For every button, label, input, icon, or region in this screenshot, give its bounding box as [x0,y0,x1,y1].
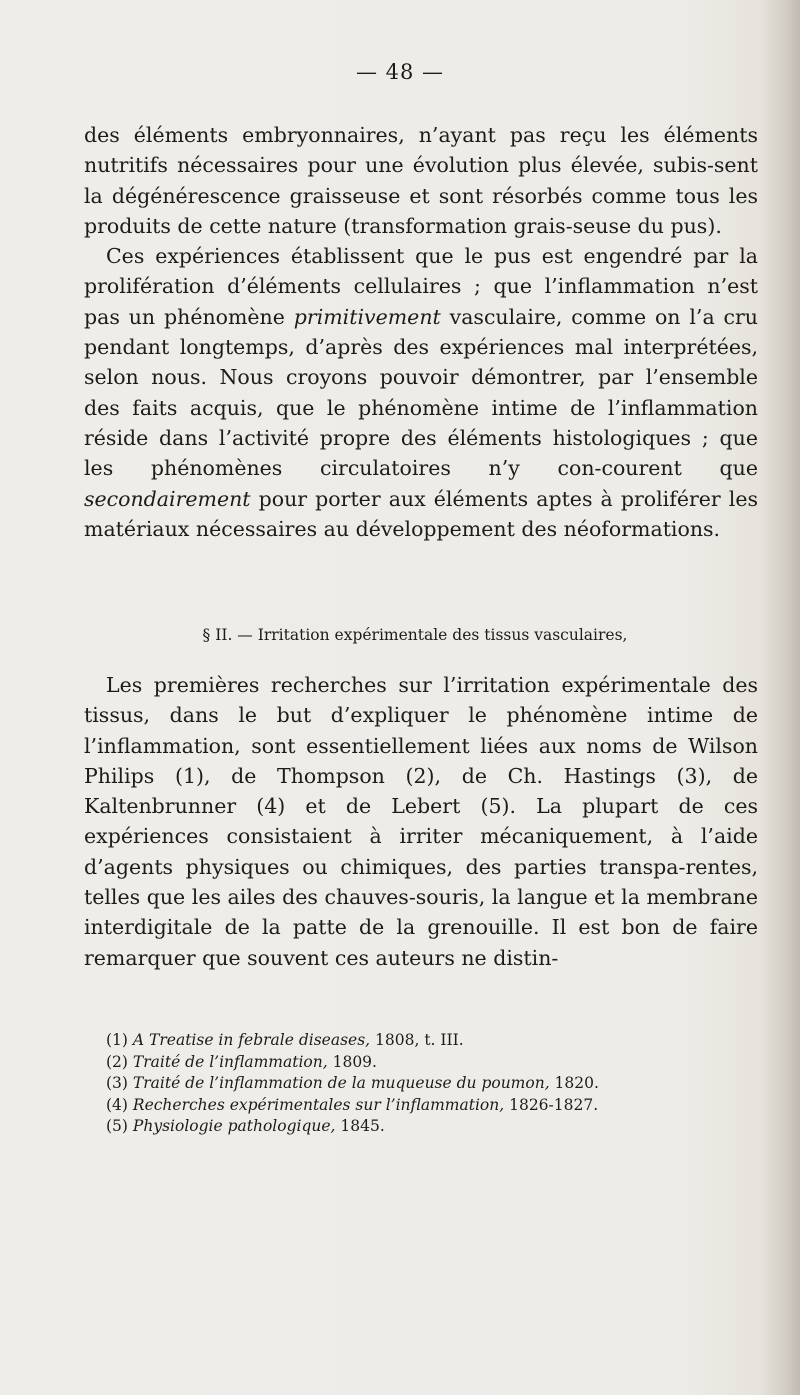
footnote-marker: (4) [106,1095,128,1114]
page-number: — 48 — [355,60,445,84]
body-text-top [84,120,758,544]
footnote [106,1095,746,1117]
footnote-marker: (2) [106,1052,128,1071]
footnote-title: Traité de l’inflammation, [132,1052,328,1071]
footnote-title: Physiologie pathologique, [132,1117,336,1136]
footnote-details: 1809. [327,1052,377,1071]
footnote-marker: (3) [106,1074,128,1093]
paragraph-conclusions-part1: Ces expériences établissent que le pus est engendré par la prolifération d’éléments cellulaires ; que l’inflammation n’est pas un phénomène [84,244,758,329]
emphasis-primitivement: primitivement [293,304,441,329]
emphasis-secondairement: secondairement [84,486,251,511]
footnote [106,1030,746,1052]
footnote-details: 1820. [549,1074,599,1093]
footnote-details: 1826-1827. [504,1095,599,1114]
body-text-bottom [84,670,758,973]
footnote-title: Traité de l’inflammation de la muqueuse du poumon, [132,1074,550,1093]
footnote-details: 1845. [335,1117,385,1136]
page-edge-shadow [760,0,800,1395]
footnotes [106,1030,746,1138]
section-heading: § II. — Irritation expérimentale des tissus vasculaires, [202,626,628,644]
footnote-title: A Treatise in febrale diseases, [132,1031,371,1049]
paragraph-conclusions [84,241,758,544]
paragraph-recherches: Les premières recherches sur l’irritation expérimentale des tissus, dans le but d’expliquer le phénomène intime de l’inflammation, sont essentiellement liées aux noms de Wilson Philips (1), de Thompson (2), de Ch. Hastings (3), de Kaltenbrunner (4) et de Lebert (5). La plupart de ces expériences consistaient à irriter mécaniquement, à l’aide d’agents physiques ou chimiques, des parties transpa-rentes, telles que les ailes des chauves-souris, la langue et la membrane interdigitale de la patte de la grenouille. Il est bon de faire remarquer que souvent ces auteurs ne distin- [84,673,758,970]
paragraph-conclusions-part2: vasculaire, comme on l’a cru pendant longtemps, d’après des expériences mal interprétées, selon nous. Nous croyons pouvoir démontrer, par l’ensemble des faits acquis, que le phénomène intime de l’inflammation réside dans l’activité propre des éléments histologiques ; que les phénomènes circulatoires n’y con-courent que [84,304,759,481]
paragraph-continuation: des éléments embryonnaires, n’ayant pas reçu les éléments nutritifs nécessaires pour une évolution plus élevée, subis-sent la dégénérescence graisseuse et sont résorbés comme tous les produits de cette nature (transformation grais-seuse du pus). [84,123,758,238]
footnote [106,1052,746,1074]
footnote-details: 1808, t. III. [370,1031,464,1049]
footnote [106,1116,746,1138]
paragraph-conclusions-part3: pour porter aux éléments aptes à proliférer les matériaux nécessaires au développement des néoformations. [84,486,758,541]
footnote-marker: (1) [106,1031,128,1049]
footnote [106,1073,746,1095]
footnote-marker: (5) [106,1117,128,1136]
footnote-title: Recherches expérimentales sur l’inflammation, [132,1095,505,1114]
